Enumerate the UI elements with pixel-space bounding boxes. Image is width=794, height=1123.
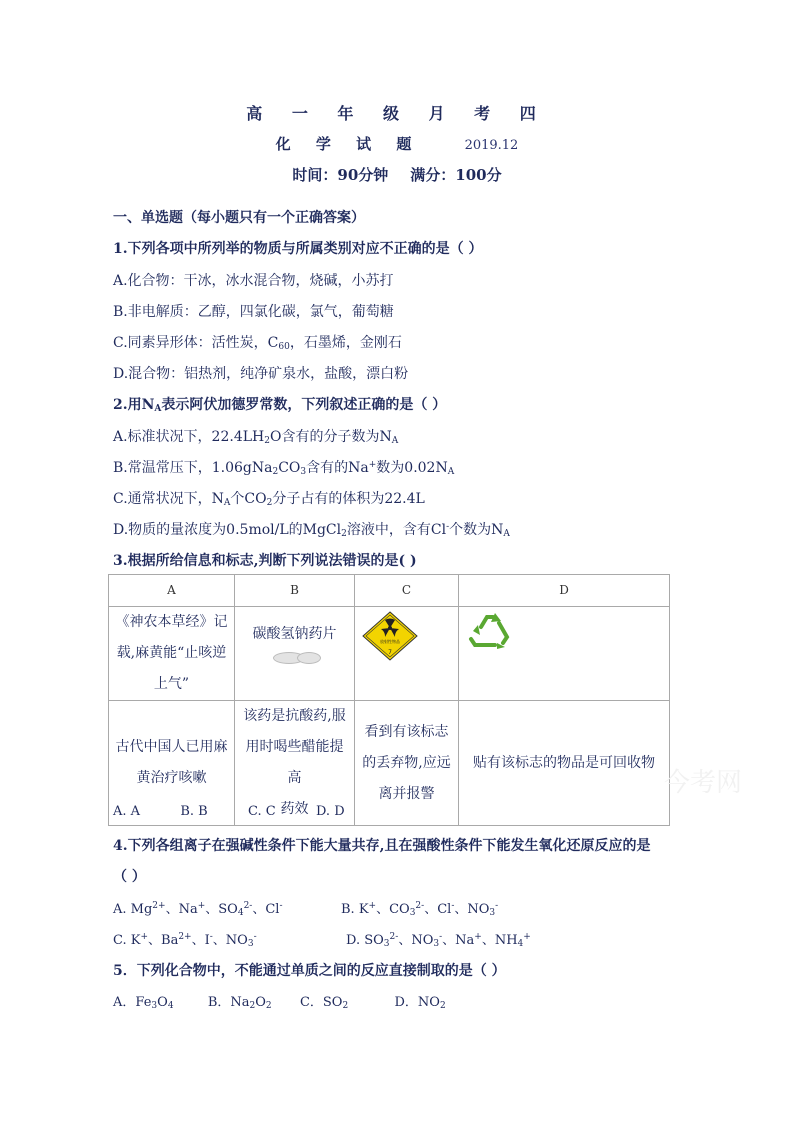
svg-text:7: 7 bbox=[388, 649, 392, 656]
recycle-icon bbox=[465, 613, 513, 649]
q4-paren: （ ） bbox=[113, 869, 146, 885]
q2-option-b: B.常温常压下，$1.06gNa_2CO_3$含有的Na+数为$0.02N_A$ bbox=[113, 460, 455, 477]
q3-cell-d1 bbox=[459, 607, 670, 701]
q3-stem: 3.根据所给信息和标志,判断下列说法错误的是( ) bbox=[113, 553, 417, 569]
q1-option-d: D.混合物：铝热剂，纯净矿泉水，盐酸，漂白粉 bbox=[113, 366, 409, 382]
q4-option-a: A. $Mg^{2+}$、Na+、$SO_4^{2-}$、Cl- bbox=[113, 901, 283, 918]
q3-option-b: B. B bbox=[180, 804, 208, 819]
q3-cell-a1: 《神农本草经》记 载,麻黄能“止咳逆 上气” bbox=[109, 607, 235, 701]
q1-option-a: A.化合物：干冰，冰水混合物，烧碱，小苏打 bbox=[113, 273, 394, 289]
watermark: 今考网 bbox=[664, 768, 743, 798]
q5-option-b: B．$Na_2O_2$ bbox=[207, 995, 272, 1011]
q3-header-a: A bbox=[109, 575, 235, 607]
exam-title: 高 一 年 级 月 考 四 bbox=[246, 104, 548, 123]
radioactive-warning-icon bbox=[361, 611, 419, 661]
exam-subtitle bbox=[0, 133, 794, 154]
q3-cell-c1 bbox=[355, 607, 459, 701]
q3-cell-a2: 古代中国人已用麻 黄治疗咳嗽 bbox=[109, 701, 235, 826]
q2-option-a: A.标准状况下，$22.4LH_2O$含有的分子数为$N_A$ bbox=[113, 429, 399, 446]
q3-option-d: D. D bbox=[315, 804, 345, 819]
q1-option-c: C.同素异形体：活性炭，$C_{60}$，石墨烯，金刚石 bbox=[113, 335, 402, 352]
q4-option-c: C. K+、$Ba^{2+}$、I-、$NO_3^-$ bbox=[113, 932, 257, 949]
q3-option-c: C. C bbox=[247, 804, 276, 819]
subject: 化 学 试 题 bbox=[275, 135, 422, 153]
q4-stem: 4.下列各组离子在强碱性条件下能大量共存,且在强酸性条件下能发生氧化还原反应的是 bbox=[113, 838, 651, 854]
q1-option-b: B.非电解质：乙醇，四氯化碳，氯气，葡萄糖 bbox=[113, 304, 394, 320]
exam-date: 2019.12 bbox=[464, 138, 519, 153]
time-label: 时间：90分钟 bbox=[292, 166, 389, 184]
q3-table-row-1 bbox=[109, 607, 670, 701]
q3-header-c: C bbox=[355, 575, 459, 607]
q3-cell-b2: 该药是抗酸药,服 用时喝些醋能提高 药效 bbox=[235, 701, 355, 826]
q5-option-c: C．$SO_2$ bbox=[299, 995, 349, 1011]
score-label: 满分：100分 bbox=[410, 166, 502, 184]
q5-options bbox=[113, 991, 446, 1011]
q2-option-d: D.物质的量浓度为0.5mol/L的MgCl$_2$溶液中，含有Cl-个数为$N_A$ bbox=[113, 522, 510, 539]
q3-table bbox=[108, 574, 670, 826]
q5-option-d: D．$NO_2$ bbox=[394, 995, 446, 1011]
svg-text:放射性物品: 放射性物品 bbox=[380, 639, 400, 644]
section-heading: 一、单选题（每小题只有一个正确答案） bbox=[113, 210, 365, 226]
q3-options bbox=[113, 804, 345, 819]
q1-stem: 1.下列各项中所列举的物质与所属类别对应不正确的是（ ） bbox=[113, 241, 483, 257]
q4-option-b: B. K+、$CO_3^{2-}$、Cl-、$NO_3^-$ bbox=[341, 901, 499, 918]
pill-tablets-image bbox=[239, 650, 350, 670]
q3-option-a: A. A bbox=[113, 804, 141, 819]
q3-cell-b1: 碳酸氢钠药片 bbox=[235, 607, 355, 701]
q2-option-c: C.通常状况下，$N_A$个$CO_2$分子占有的体积为22.4L bbox=[113, 491, 425, 508]
q4-option-d: D. $SO_3^{2-}$、$NO_3^-$、Na+、$NH_4^+$ bbox=[346, 932, 531, 949]
q3-header-b: B bbox=[235, 575, 355, 607]
q3-cell-c2: 看到有该标志 的丢弃物,应远 离并报警 bbox=[355, 701, 459, 826]
q3-header-d: D bbox=[459, 575, 670, 607]
q2-stem: 2.用$N_A$表示阿伏加德罗常数，下列叙述正确的是（ ） bbox=[113, 397, 447, 414]
pill-icon bbox=[297, 652, 321, 664]
q5-stem: 5．下列化合物中，不能通过单质之间的反应直接制取的是（ ） bbox=[113, 963, 506, 979]
q5-option-a: A．$Fe_3O_4$ bbox=[113, 995, 174, 1011]
time-score-line bbox=[0, 164, 794, 185]
q3-cell-d2: 贴有该标志的物品是可回收物 bbox=[459, 701, 670, 826]
q3-table-header-row bbox=[109, 575, 670, 607]
